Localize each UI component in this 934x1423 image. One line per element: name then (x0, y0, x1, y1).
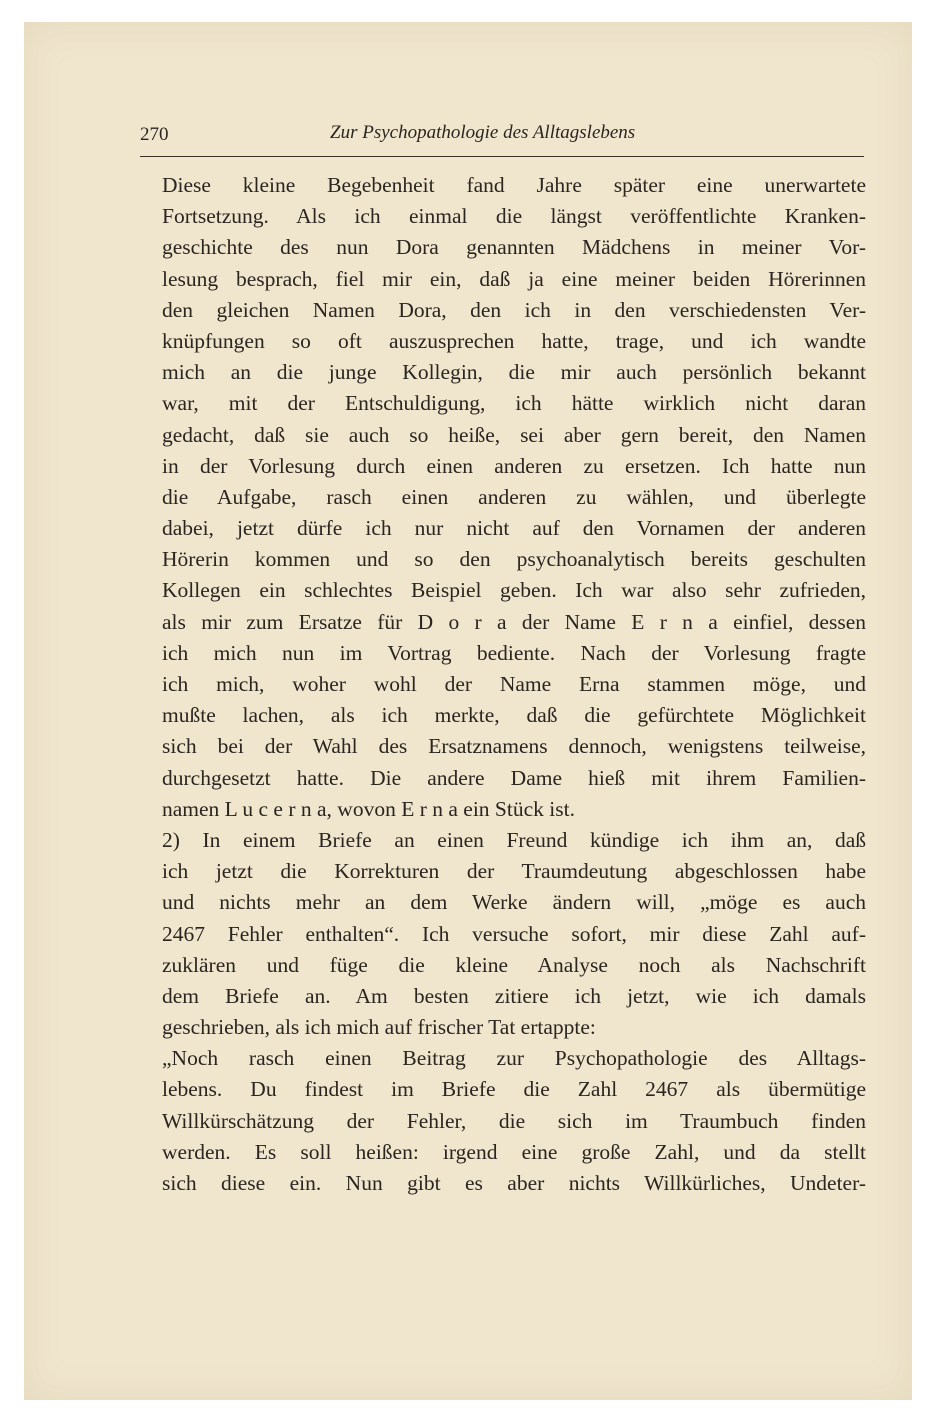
text-line: werden. Es soll heißen: irgend eine große Zahl, und da stellt (162, 1139, 866, 1164)
text-line: lebens. Du findest im Briefe die Zahl 2467 als übermütige (162, 1077, 866, 1102)
text-line: die Aufgabe, rasch einen anderen zu wählen, und überlegte (162, 484, 866, 509)
text-line: durchgesetzt hatte. Die andere Dame hieß mit ihrem Familien- (162, 765, 866, 790)
text-line: und nichts mehr an dem Werke ändern will, „möge es auch (162, 890, 866, 915)
text-line: geschichte des nun Dora genannten Mädchens in meiner Vor- (162, 235, 866, 260)
page-header (140, 112, 864, 157)
text-line: ich mich nun im Vortrag bediente. Nach der Vorlesung fragte (162, 640, 866, 665)
text-line: mich an die junge Kollegin, die mir auch persönlich bekannt (162, 360, 866, 385)
text-line: gedacht, daß sie auch so heiße, sei aber gern bereit, den Namen (162, 422, 866, 447)
text-line: namen L u c e r n a, wovon E r n a ein Stück ist. (162, 796, 575, 821)
text-line: dem Briefe an. Am besten zitiere ich jetzt, wie ich damals (162, 983, 866, 1008)
text-line: knüpfungen so oft auszusprechen hatte, trage, und ich wandte (162, 328, 866, 353)
text-line: Fortsetzung. Als ich einmal die längst veröffentlichte Kranken- (162, 204, 866, 229)
text-line: geschrieben, als ich mich auf frischer Tat ertappte: (162, 1015, 596, 1040)
running-title: Zur Psychopathologie des Alltagslebens (330, 122, 636, 143)
text-line: Hörerin kommen und so den psychoanalytisch bereits geschulten (162, 547, 866, 572)
text-line: war, mit der Entschuldigung, ich hätte wirklich nicht daran (162, 391, 866, 416)
text-line: „Noch rasch einen Beitrag zur Psychopathologie des Alltags- (162, 1046, 866, 1071)
text-line: in der Vorlesung durch einen anderen zu ersetzen. Ich hatte nun (162, 453, 866, 478)
text-line: mußte lachen, als ich merkte, daß die gefürchtete Möglichkeit (162, 703, 866, 728)
text-line: 2) In einem Briefe an einen Freund kündige ich ihm an, daß (162, 827, 866, 852)
text-line: dabei, jetzt dürfe ich nur nicht auf den Vornamen der anderen (162, 516, 866, 541)
text-line: sich bei der Wahl des Ersatznamens dennoch, wenigstens teilweise, (162, 734, 866, 759)
text-line: zuklären und füge die kleine Analyse noch als Nachschrift (162, 952, 866, 977)
text-line: 2467 Fehler enthalten“. Ich versuche sofort, mir diese Zahl auf- (162, 921, 866, 946)
text-line: ich mich, woher wohl der Name Erna stammen möge, und (162, 672, 866, 696)
text-line: ich jetzt die Korrekturen der Traumdeutung abgeschlossen habe (162, 859, 866, 884)
text-line: Willkürschätzung der Fehler, die sich im Traumbuch finden (162, 1108, 866, 1133)
text-line: lesung besprach, fiel mir ein, daß ja eine meiner beiden Hörerinnen (162, 266, 866, 291)
body-text (162, 170, 866, 1199)
page-number: 270 (140, 124, 169, 145)
text-line: Kollegen ein schlechtes Beispiel geben. Ich war also sehr zufrieden, (162, 578, 866, 603)
text-line: sich diese ein. Nun gibt es aber nichts Willkürliches, Undeter- (162, 1171, 866, 1195)
text-line: den gleichen Namen Dora, den ich in den verschiedensten Ver- (162, 297, 866, 322)
text-line: als mir zum Ersatze für D o r a der Name E r n a einfiel, dessen (162, 609, 866, 634)
text-line: Diese kleine Begebenheit fand Jahre später eine unerwartete (162, 173, 866, 197)
